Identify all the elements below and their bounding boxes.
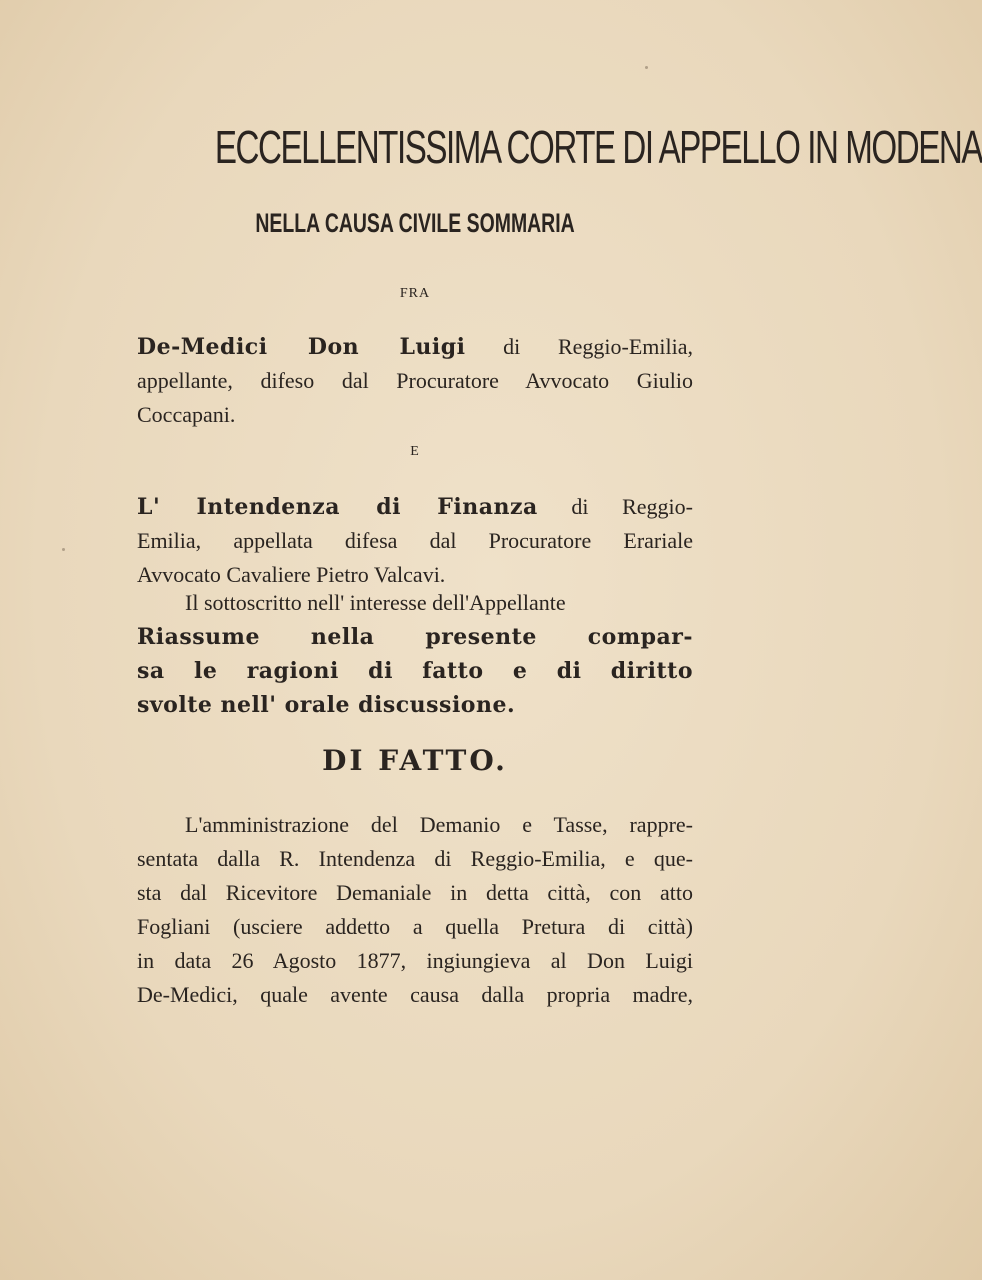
party-appellant-line2: appellante, difeso dal Procuratore Avvocato Giulio	[137, 368, 693, 393]
party-appellee-line3: Avvocato Cavaliere Pietro Valcavi.	[137, 562, 446, 587]
party-appellant-line1: De-Medici Don Luigi di Reggio-Emilia,	[137, 334, 693, 360]
court-heading: ECCELLENTISSIMA CORTE DI APPELLO IN MODENA	[214, 121, 982, 173]
summary-line2: Riassume nella presente compar-	[137, 624, 693, 650]
party-appellee-name: L' Intendenza di Finanza	[137, 494, 538, 520]
between-label: FRA	[399, 286, 431, 301]
and-label: E	[410, 444, 420, 459]
body-line1: L'amministrazione del Demanio e Tasse, rappre-	[185, 812, 693, 837]
party-appellant	[137, 330, 693, 432]
section-title: DI FATTO.	[322, 744, 508, 777]
summary-paragraph	[137, 586, 693, 722]
party-appellant-name: De-Medici Don Luigi	[137, 334, 466, 360]
summary-line4: svolte nell' orale discussione.	[137, 692, 516, 718]
body-paragraph	[137, 808, 693, 1012]
summary-line3: sa le ragioni di fatto e di diritto	[137, 658, 693, 684]
party-appellee-line1: L' Intendenza di Finanza di Reggio-	[137, 494, 693, 520]
summary-line1: Il sottoscritto nell' interesse dell'Appellante	[185, 590, 566, 615]
body-line4: Fogliani (usciere addetto a quella Pretura di città)	[137, 914, 693, 939]
body-line2: sentata dalla R. Intendenza di Reggio-Emilia, e que-	[137, 846, 693, 871]
body-line5: in data 26 Agosto 1877, ingiungieva al Don Luigi	[137, 948, 693, 973]
party-appellee	[137, 490, 693, 592]
party-appellant-line3: Coccapani.	[137, 402, 236, 427]
paper-speck	[62, 548, 65, 551]
paper-speck	[645, 66, 648, 69]
party-appellee-line2: Emilia, appellata difesa dal Procuratore Erariale	[137, 528, 693, 553]
cause-heading: NELLA CAUSA CIVILE SOMMARIA	[255, 208, 575, 238]
body-line6: De-Medici, quale avente causa dalla propria madre,	[137, 982, 693, 1007]
body-line3: sta dal Ricevitore Demaniale in detta città, con atto	[137, 880, 693, 905]
